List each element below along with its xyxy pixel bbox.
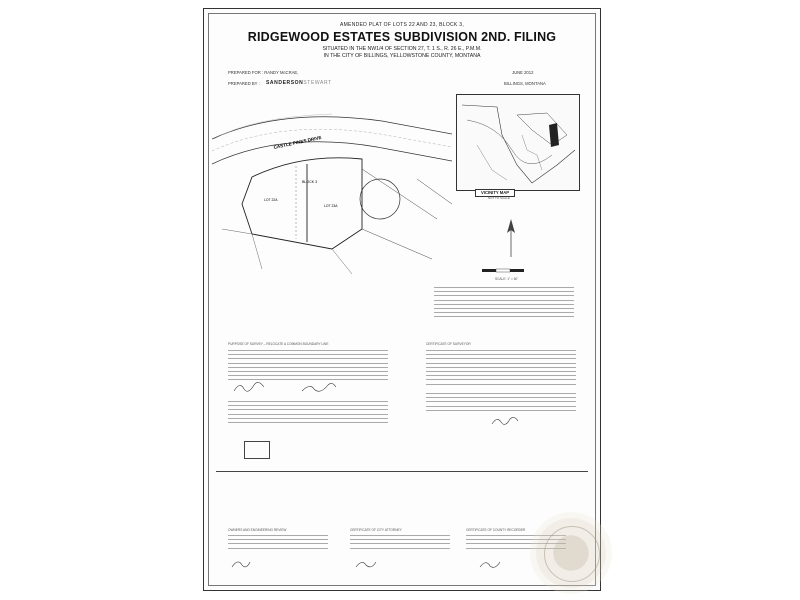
plat-notes [434,287,574,321]
city-attorney-text [350,535,450,552]
scale-note: SCALE: 1" = 60' [495,277,518,281]
firm-name-a: SANDERSON [266,80,304,86]
plat-location: BILLINGS, MONTANA [504,81,546,86]
review-signatures [228,557,568,571]
notary-stamp [244,441,270,459]
vicinity-map-drawing [457,95,579,190]
firm-logo [266,81,332,86]
site-location-mark [549,123,559,147]
cul-de-sac [360,179,400,219]
block-label: BLOCK 3 [302,180,318,184]
prepared-for: PREPARED FOR : RANDY McCRAE, [228,70,299,75]
lot-a-label: LOT 22A [264,198,278,202]
owner-review-heading: OWNERS AND ENGINEERING REVIEW [228,528,287,532]
rear-lot-lines [222,229,352,274]
surveyor-signature [490,415,530,427]
adjoining-lot-lines [362,169,452,259]
surveyor-text [426,350,576,388]
vicinity-map-label: VICINITY MAP [475,189,515,197]
lot-boundary [242,158,362,249]
prepared-by-label: PREPARED BY : [228,81,260,86]
plat-title: RIDGEWOOD ESTATES SUBDIVISION 2ND. FILING [247,30,557,44]
surveyor-text-2 [426,393,576,414]
purpose-heading: PURPOSE OF SURVEY – RELOCATE A COMMON BOUNDARY LINE [228,342,329,346]
amended-plat-subtitle: AMENDED PLAT OF LOTS 22 AND 23, BLOCK 3, [339,22,465,28]
surveyor-heading: CERTIFICATE OF SURVEYOR [426,342,471,346]
city-attorney-heading: CERTIFICATE OF CITY ATTORNEY [350,528,402,532]
adjacent-lot-line [214,114,332,139]
street-name: CASTLE PINES DRIVE [273,134,322,150]
owner-signatures [232,381,372,395]
plat-drawing [212,109,452,274]
section-description: SITUATED IN THE NW1/4 OF SECTION 27, T. 1 S., R. 26 E., P.M.M. [322,46,482,52]
owner-review-text [228,535,328,552]
north-arrow-icon [504,219,518,259]
street-centerline [212,129,452,151]
realtor-watermark-icon [530,512,612,594]
vicinity-map [456,94,580,191]
acknowledgment-text [228,401,388,426]
scale-bar [480,267,540,277]
lot-b-label: LOT 23A [324,204,338,208]
street-south-line [212,142,452,164]
street-north-line [212,117,452,139]
plat-date: JUNE 2012 [512,70,534,75]
plat-sheet [203,8,601,591]
vicinity-map-scale: NOT TO SCALE [488,196,510,200]
city-description: IN THE CITY OF BILLINGS, YELLOWSTONE COUNTY, MONTANA [323,53,481,59]
section-divider [216,471,588,472]
county-recorder-heading: CERTIFICATE OF COUNTY RECORDER [466,528,526,532]
firm-name-b: STEWART [303,80,332,86]
purpose-text [228,350,388,384]
